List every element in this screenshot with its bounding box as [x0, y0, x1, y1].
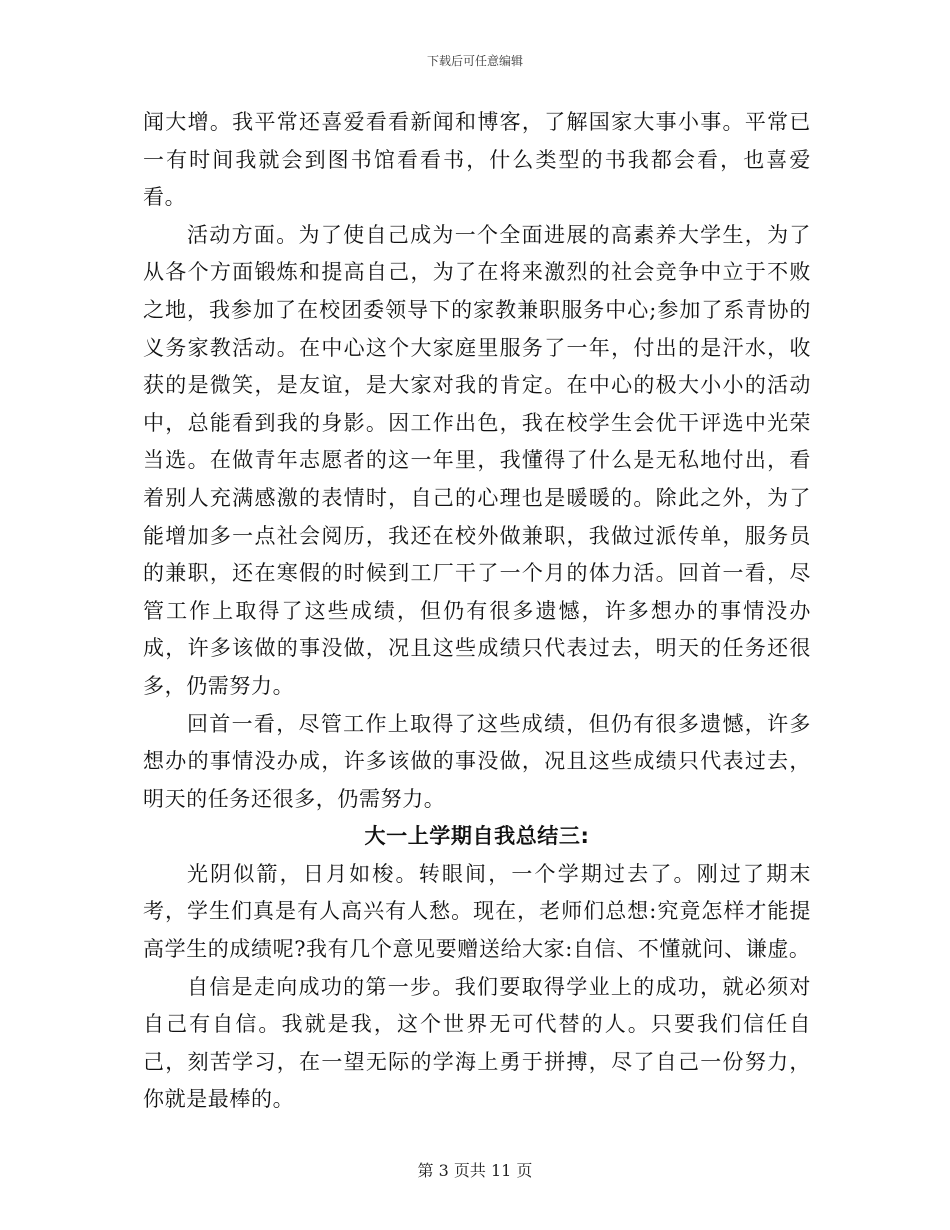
paragraph-activities: 活动方面。为了使自己成为一个全面进展的高素养大学生，为了从各个方面锻炼和提高自己，为了在将来激烈的社会竞争中立于不败之地，我参加了在校团委领导下的家教兼职服务中心;参加了系青协的义务家教活动。在中心这个大家庭里服务了一年，付出的是汗水，收获的是微笑，是友谊，是大家对我的肯定。在中心的极大小小的活动中，总能看到我的身影。因工作出色，我在校学生会优干评选中光荣当选。在做青年志愿者的这一年里，我懂得了什么是无私地付出，看着别人充满感激的表情时，自己的心理也是暖暖的。除此之外，为了能增加多一点社会阅历，我还在校外做兼职，我做过派传单，服务员的兼职，还在寒假的时候到工厂干了一个月的体力活。回首一看，尽管工作上取得了这些成绩，但仍有很多遗憾，许多想办的事情没办成，许多该做的事没做，况且这些成绩只代表过去，明天的任务还很多，仍需努力。: [143, 222, 811, 698]
paragraph-continuation: 闻大增。我平常还喜爱看看新闻和博客，了解国家大事小事。平常已一有时间我就会到图书馆看看书，什么类型的书我都会看，也喜爱看。: [143, 110, 811, 210]
page-footer: 第 3 页共 11 页: [417, 1161, 533, 1180]
page-header: 下载后可任意编辑: [426, 54, 523, 68]
paragraph-reflection: 回首一看，尽管工作上取得了这些成绩，但仍有很多遗憾，许多想办的事情没办成，许多该做的事没做，况且这些成绩只代表过去，明天的任务还很多，仍需努力。: [143, 711, 811, 811]
section-heading: 大一上学期自我总结三:: [364, 824, 590, 849]
document-body: [143, 104, 811, 1119]
paragraph-confidence: 自信是走向成功的第一步。我们要取得学业上的成功，就必须对自己有自信。我就是我，这个世界无可代替的人。只要我们信任自己，刻苦学习，在一望无际的学海上勇于拼搏，尽了自己一份努力，你就是最棒的。: [143, 974, 811, 1112]
paragraph-intro: 光阴似箭，日月如梭。转眼间，一个学期过去了。刚过了期末考，学生们真是有人高兴有人愁。现在，老师们总想:究竟怎样才能提高学生的成绩呢?我有几个意见要赠送给大家:自信、不懂就问、谦虚。: [143, 861, 811, 962]
